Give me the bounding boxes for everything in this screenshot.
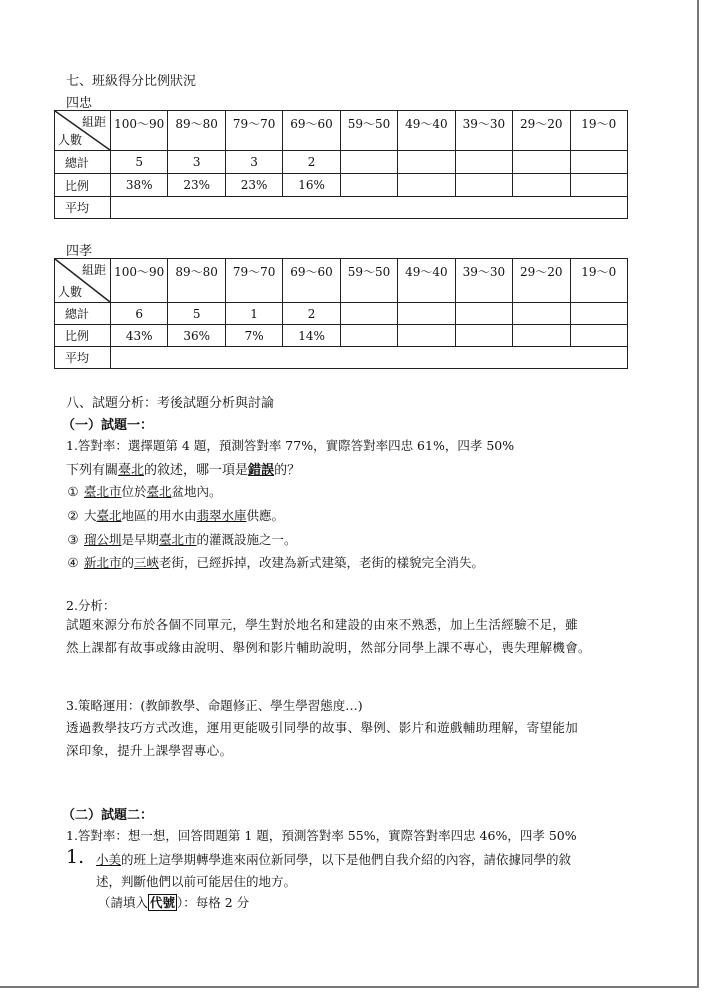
avg-row	[55, 347, 628, 369]
option-line	[66, 553, 484, 571]
ratio-cell	[570, 325, 628, 347]
header-diagonal-cell	[55, 259, 111, 303]
option-number: ③	[67, 532, 79, 547]
q1-stem-pre: 下列有關	[66, 463, 119, 478]
q1-analysis-text	[66, 613, 632, 659]
option-line	[66, 530, 297, 548]
ratio-cell	[513, 174, 570, 197]
option-text: 位於	[121, 484, 147, 499]
q1-stem-post: 的？	[274, 463, 301, 478]
total-cell	[513, 303, 570, 325]
option-text: 三峽	[134, 555, 160, 570]
analysis-line-1: 試題來源分布於各個不同單元，學生對於地名和建設的由來不熟悉，加上生活經驗不足，雖	[66, 617, 579, 632]
total-cell	[455, 303, 512, 325]
option-line	[66, 506, 284, 524]
page-border-bottom	[0, 986, 699, 988]
q1-stem	[66, 459, 300, 478]
total-cell: 6	[111, 303, 168, 325]
class1-score-table	[54, 110, 628, 219]
ratio-cell	[455, 325, 512, 347]
q2-item-line1-rest: 的班上這學期轉學進來兩位新同學，以下是他們自我介紹的內容，請依據同學的敘	[121, 852, 572, 867]
ratio-cell: 36%	[168, 325, 225, 347]
total-cell	[340, 303, 397, 325]
class2-score-table	[54, 258, 628, 369]
strategy-line-1: 透過教學技巧方式改進，運用更能吸引同學的故事、舉例、影片和遊戲輔助理解，寄望能加	[66, 720, 579, 735]
q1-strategy-title: 3.策略運用：(教師教學、命題修正、學生學習態度…)	[66, 698, 363, 713]
option-text: 地區的用水由	[121, 508, 197, 523]
header-diagonal-cell	[55, 111, 111, 151]
q1-stem-mid: 的敘述，哪一項是	[144, 463, 249, 478]
range-header: 100～90	[111, 259, 168, 303]
ratio-row	[55, 325, 628, 347]
total-cell	[398, 151, 455, 174]
q1-strategy-text	[66, 716, 632, 762]
total-row-label: 總計	[55, 151, 111, 174]
q1-stem-wrong: 錯誤	[248, 463, 275, 478]
q2-correct-rate: 1.答對率：想一想，回答問題第 1 題，預測答對率 55%，實際答對率四忠 46%，四孝 50%	[66, 828, 577, 843]
option-text: 臺北市	[159, 532, 197, 547]
total-row-label: 總計	[55, 303, 111, 325]
range-header: 29～20	[513, 111, 570, 151]
header-top-label: 組距	[81, 115, 106, 129]
total-cell: 3	[225, 151, 282, 174]
total-cell: 5	[111, 151, 168, 174]
ratio-cell	[340, 325, 397, 347]
option-number: ④	[67, 555, 79, 570]
ratio-cell	[455, 174, 512, 197]
avg-value	[111, 197, 628, 219]
range-header: 19～0	[570, 111, 628, 151]
q1-analysis-title: 2.分析：	[66, 598, 116, 613]
option-line	[66, 482, 222, 500]
total-cell: 3	[168, 151, 225, 174]
option-text: 瑠公圳	[83, 532, 122, 547]
ratio-cell: 23%	[225, 174, 282, 197]
table-header-row	[55, 259, 628, 303]
class2-name: 四孝	[66, 244, 93, 259]
total-cell	[398, 303, 455, 325]
option-text: 臺北市	[83, 484, 122, 499]
option-text: 老街，已經拆掉，改建為新式建築，老街的樣貌完全消失。	[159, 555, 485, 570]
option-text: 盆地內。	[171, 484, 222, 499]
ratio-cell: 23%	[168, 174, 225, 197]
range-header: 89～80	[168, 259, 225, 303]
range-header: 19～0	[570, 259, 628, 303]
option-text: 是早期	[121, 532, 160, 547]
q2-note-post: ）：每格 2 分	[177, 895, 250, 910]
range-header: 49～40	[398, 111, 455, 151]
section8-title: 八、試題分析：考後試題分析與討論	[66, 396, 275, 411]
total-cell: 2	[283, 303, 340, 325]
ratio-cell	[398, 174, 455, 197]
option-text: 臺北	[146, 484, 172, 499]
ratio-cell: 43%	[111, 325, 168, 347]
ratio-cell	[340, 174, 397, 197]
avg-row-label: 平均	[55, 347, 111, 369]
option-text: 翡翠水庫	[196, 508, 247, 523]
q2-note-boxed: 代號	[150, 895, 176, 910]
option-text: 新北市	[83, 555, 122, 570]
q2-item-line1	[96, 850, 571, 868]
ratio-cell	[570, 174, 628, 197]
total-cell: 2	[283, 151, 340, 174]
ratio-row-label: 比例	[55, 325, 111, 347]
total-cell	[570, 151, 628, 174]
option-text: 臺北	[96, 508, 122, 523]
option-number: ①	[67, 484, 79, 499]
avg-row	[55, 197, 628, 219]
avg-row-label: 平均	[55, 197, 111, 219]
range-header: 29～20	[513, 259, 570, 303]
range-header: 89～80	[168, 111, 225, 151]
q2-note-pre: （請填入	[98, 895, 149, 910]
range-header: 69～60	[283, 111, 340, 151]
total-cell: 1	[225, 303, 282, 325]
q2-heading: （二）試題二：	[62, 808, 154, 823]
ratio-cell	[513, 325, 570, 347]
header-top-label: 組距	[81, 263, 106, 277]
total-cell	[455, 151, 512, 174]
class1-name: 四忠	[66, 96, 93, 111]
range-header: 39～30	[455, 111, 512, 151]
range-header: 49～40	[398, 259, 455, 303]
ratio-row-label: 比例	[55, 174, 111, 197]
ratio-cell: 38%	[111, 174, 168, 197]
range-header: 39～30	[455, 259, 512, 303]
header-bottom-label: 人數	[58, 285, 83, 299]
total-cell	[513, 151, 570, 174]
range-header: 79～70	[225, 111, 282, 151]
table-header-row	[55, 111, 628, 151]
range-header: 59～50	[340, 111, 397, 151]
q2-item-number: 1.	[66, 846, 85, 868]
range-header: 79～70	[225, 259, 282, 303]
q2-item-name: 小美	[96, 852, 122, 867]
total-row	[55, 303, 628, 325]
strategy-line-2: 深印象，提升上課學習專心。	[66, 743, 233, 758]
page-border-right	[697, 0, 699, 988]
ratio-cell: 7%	[225, 325, 282, 347]
total-row	[55, 151, 628, 174]
ratio-row	[55, 174, 628, 197]
option-text: 的	[121, 555, 135, 570]
q1-correct-rate: 1.答對率：選擇題第 4 題，預測答對率 77%，實際答對率四忠 61%，四孝 50%	[66, 438, 515, 453]
q2-item-line2: 述，判斷他們以前可能居住的地方。	[96, 874, 297, 889]
total-cell	[340, 151, 397, 174]
range-header: 100～90	[111, 111, 168, 151]
section7-title: 七、班級得分比例狀況	[66, 74, 197, 89]
ratio-cell	[398, 325, 455, 347]
avg-value	[111, 347, 628, 369]
range-header: 59～50	[340, 259, 397, 303]
analysis-line-2: 然上課都有故事或緣由說明、舉例和影片輔助說明，然部分同學上課不專心，喪失理解機會。	[66, 640, 591, 655]
ratio-cell: 16%	[283, 174, 340, 197]
option-number: ②	[67, 508, 79, 523]
range-header: 69～60	[283, 259, 340, 303]
header-bottom-label: 人數	[58, 133, 83, 147]
option-text: 大	[83, 508, 97, 523]
q2-note	[98, 893, 249, 911]
q1-stem-place: 臺北	[118, 463, 145, 478]
total-cell: 5	[168, 303, 225, 325]
option-text: 的灌溉設施之一。	[196, 532, 297, 547]
total-cell	[570, 303, 628, 325]
ratio-cell: 14%	[283, 325, 340, 347]
option-text: 供應。	[246, 508, 285, 523]
q1-heading: （一）試題一：	[62, 418, 154, 433]
